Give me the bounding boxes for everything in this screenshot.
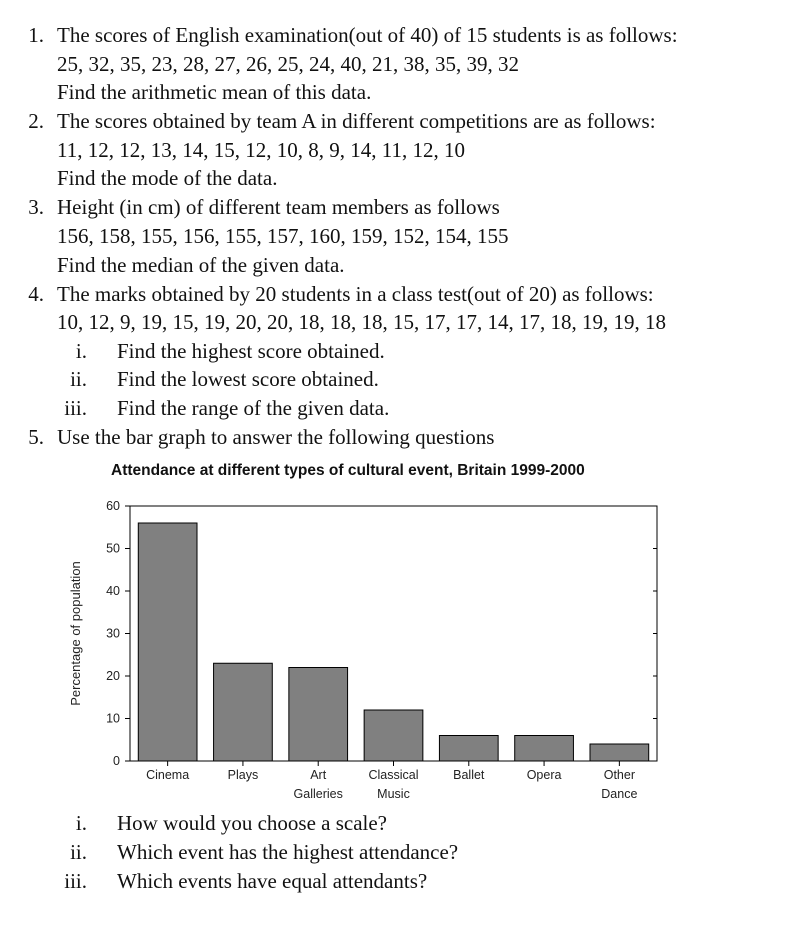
question-4-sub-iii-text: Find the range of the given data. (117, 396, 390, 420)
question-1-text: The scores of English examination(out of 40) of 15 students is as follows: (57, 23, 678, 47)
question-3-number: 3. (28, 195, 44, 219)
question-2-number: 2. (28, 109, 44, 133)
question-5-sub-ii-text: Which event has the highest attendance? (117, 840, 459, 864)
bar-plays (214, 663, 273, 761)
y-tick-label: 40 (106, 584, 120, 598)
question-4-sub-ii-text: Find the lowest score obtained. (117, 367, 379, 391)
bar-opera (515, 736, 574, 762)
bar-classical-music (364, 710, 423, 761)
question-2-text: The scores obtained by team A in different competitions are as follows: (57, 109, 656, 133)
question-4-number: 4. (28, 282, 44, 306)
question-1-task: Find the arithmetic mean of this data. (57, 80, 372, 104)
x-tick-label: Classical (368, 768, 419, 782)
question-3-task: Find the median of the given data. (57, 253, 345, 277)
y-axis-label: Percentage of population (68, 561, 83, 706)
question-5-sub-ii-number: ii. (70, 840, 87, 864)
y-tick-label: 20 (106, 669, 120, 683)
y-tick-label: 50 (106, 541, 120, 556)
question-5-number: 5. (28, 425, 44, 449)
bar-cinema (138, 523, 197, 761)
question-4-text: The marks obtained by 20 students in a class test(out of 20) as follows: (57, 282, 654, 306)
bar-ballet (439, 736, 498, 762)
question-4-data: 10, 12, 9, 19, 15, 19, 20, 20, 18, 18, 18, 15, 17, 17, 14, 17, 18, 19, 19, 18 (57, 310, 666, 334)
x-tick-label: Art (310, 768, 327, 782)
question-4-sub-i-text: Find the highest score obtained. (117, 339, 385, 363)
y-tick-label: 60 (106, 499, 120, 513)
y-tick-label: 0 (113, 754, 120, 768)
x-tick-label: Other (603, 768, 635, 782)
x-tick-label: Music (377, 787, 410, 801)
question-1-data: 25, 32, 35, 23, 28, 27, 26, 25, 24, 40, 21, 38, 35, 39, 32 (57, 52, 519, 76)
question-3-data: 156, 158, 155, 156, 155, 157, 160, 159, 152, 154, 155 (57, 224, 509, 248)
question-2-data: 11, 12, 12, 13, 14, 15, 12, 10, 8, 9, 14, 11, 12, 10 (57, 138, 465, 162)
question-4-sub-iii-number: iii. (64, 396, 87, 420)
question-1-number: 1. (28, 23, 44, 47)
x-tick-label: Cinema (146, 768, 190, 782)
x-tick-label: Ballet (453, 768, 485, 782)
question-4-sub-i-number: i. (75, 339, 87, 363)
question-5-text: Use the bar graph to answer the following questions (57, 425, 495, 449)
question-5-sub-iii-number: iii. (64, 869, 87, 893)
question-5-sub-i-number: i. (75, 811, 87, 835)
x-tick-label: Plays (227, 768, 259, 782)
bar-chart (60, 490, 680, 810)
question-5-sub-iii-text: Which events have equal attendants? (117, 869, 428, 893)
y-tick-label: 30 (106, 626, 120, 641)
bar-other-dance (590, 744, 649, 761)
question-5-sub-i-text: How would you choose a scale? (117, 811, 388, 835)
x-tick-label: Dance (601, 787, 638, 801)
x-tick-label: Opera (526, 768, 562, 782)
question-4-sub-ii-number: ii. (70, 367, 87, 391)
y-tick-label: 10 (106, 711, 120, 726)
chart-title: Attendance at different types of cultural event, Britain 1999-2000 (111, 462, 585, 479)
bar-art-galleries (289, 668, 348, 762)
question-3-text: Height (in cm) of different team members as follows (57, 195, 500, 219)
question-2-task: Find the mode of the data. (57, 166, 278, 190)
x-tick-label: Galleries (293, 787, 343, 801)
